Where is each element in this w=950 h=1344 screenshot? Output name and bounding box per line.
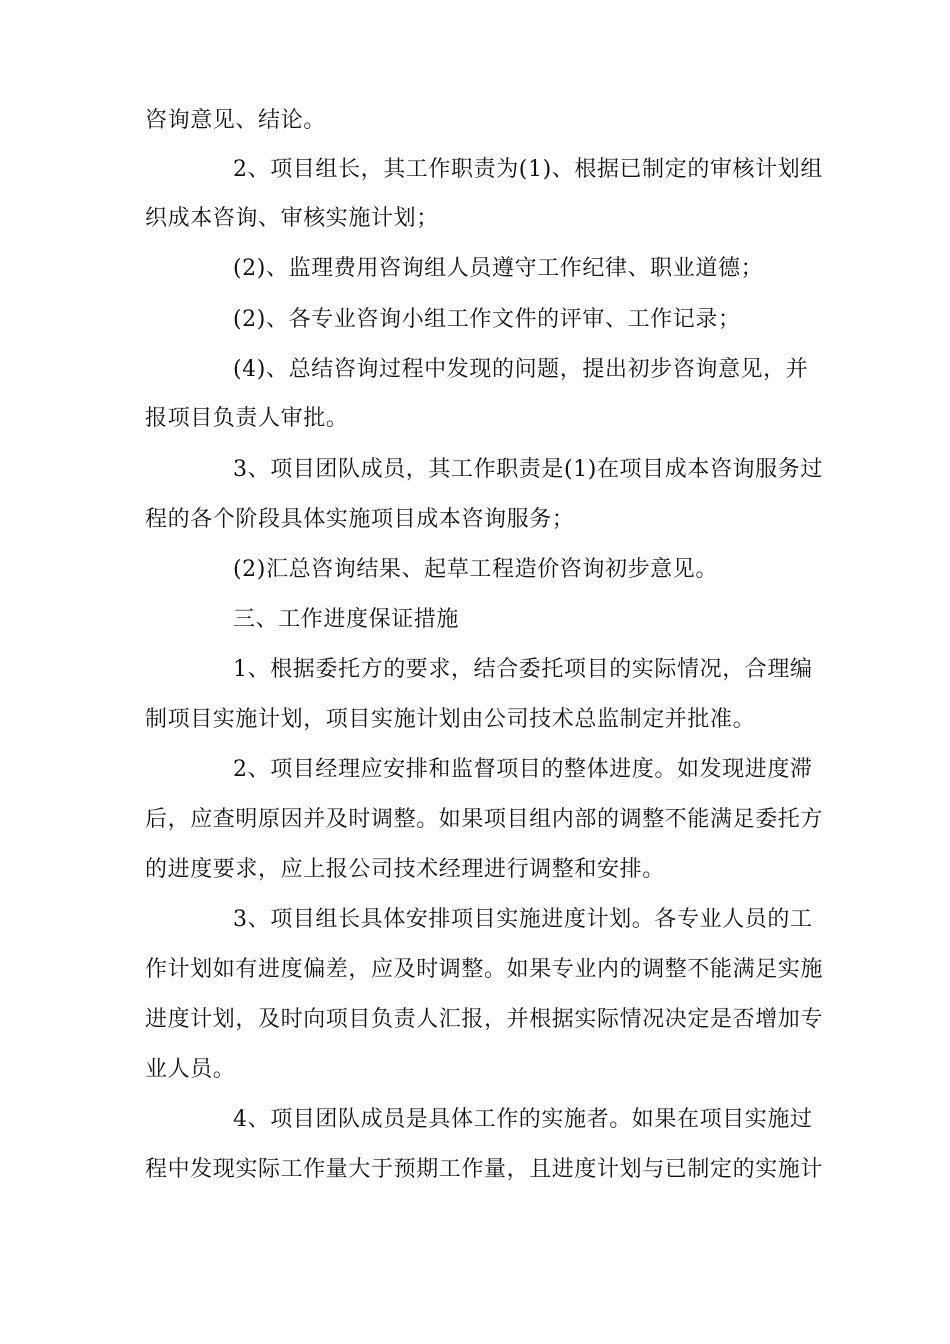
text-line: 织成本咨询、审核实施计划； <box>145 206 439 231</box>
text-line: 3、项目组长具体安排项目实施进度计划。各专业人员的工 <box>233 907 813 932</box>
text-line: 程的各个阶段具体实施项目成本咨询服务； <box>145 507 575 532</box>
text-line: 程中发现实际工作量大于预期工作量，且进度计划与已制定的实施计 <box>145 1157 824 1182</box>
text-line: 制项目实施计划，项目实施计划由公司技术总监制定并批准。 <box>145 707 756 732</box>
text-line: 咨询意见、结论。 <box>145 108 326 133</box>
text-line: 报项目负责人审批。 <box>145 406 349 431</box>
text-line: 4、项目团队成员是具体工作的实施者。如果在项目实施过 <box>233 1107 813 1132</box>
text-line: 进度计划，及时向项目负责人汇报，并根据实际情况决定是否增加专 <box>145 1007 824 1032</box>
text-line: 3、项目团队成员，其工作职责是(1)在项目成本咨询服务过 <box>233 457 823 482</box>
text-line: 业人员。 <box>145 1057 236 1082</box>
text-line: (2)、各专业咨询小组工作文件的评审、工作记录； <box>233 307 741 332</box>
text-line: 1、根据委托方的要求，结合委托项目的实际情况，合理编 <box>233 657 813 682</box>
text-line: 2、项目组长，其工作职责为(1)、根据已制定的审核计划组 <box>233 157 823 182</box>
text-line: 作计划如有进度偏差，应及时调整。如果专业内的调整不能满足实施 <box>145 957 824 982</box>
text-line: (2)、监理费用咨询组人员遵守工作纪律、职业道德； <box>233 256 764 281</box>
text-line: 的进度要求，应上报公司技术经理进行调整和安排。 <box>145 857 665 882</box>
text-line: (2)汇总咨询结果、起草工程造价咨询初步意见。 <box>233 557 718 582</box>
section-heading: 三、工作进度保证措施 <box>233 607 460 632</box>
text-line: 后，应查明原因并及时调整。如果项目组内部的调整不能满足委托方 <box>145 807 824 832</box>
text-line: 2、项目经理应安排和监督项目的整体进度。如发现进度滞 <box>233 757 813 782</box>
text-line: (4)、总结咨询过程中发现的问题，提出初步咨询意见，并 <box>233 357 809 382</box>
